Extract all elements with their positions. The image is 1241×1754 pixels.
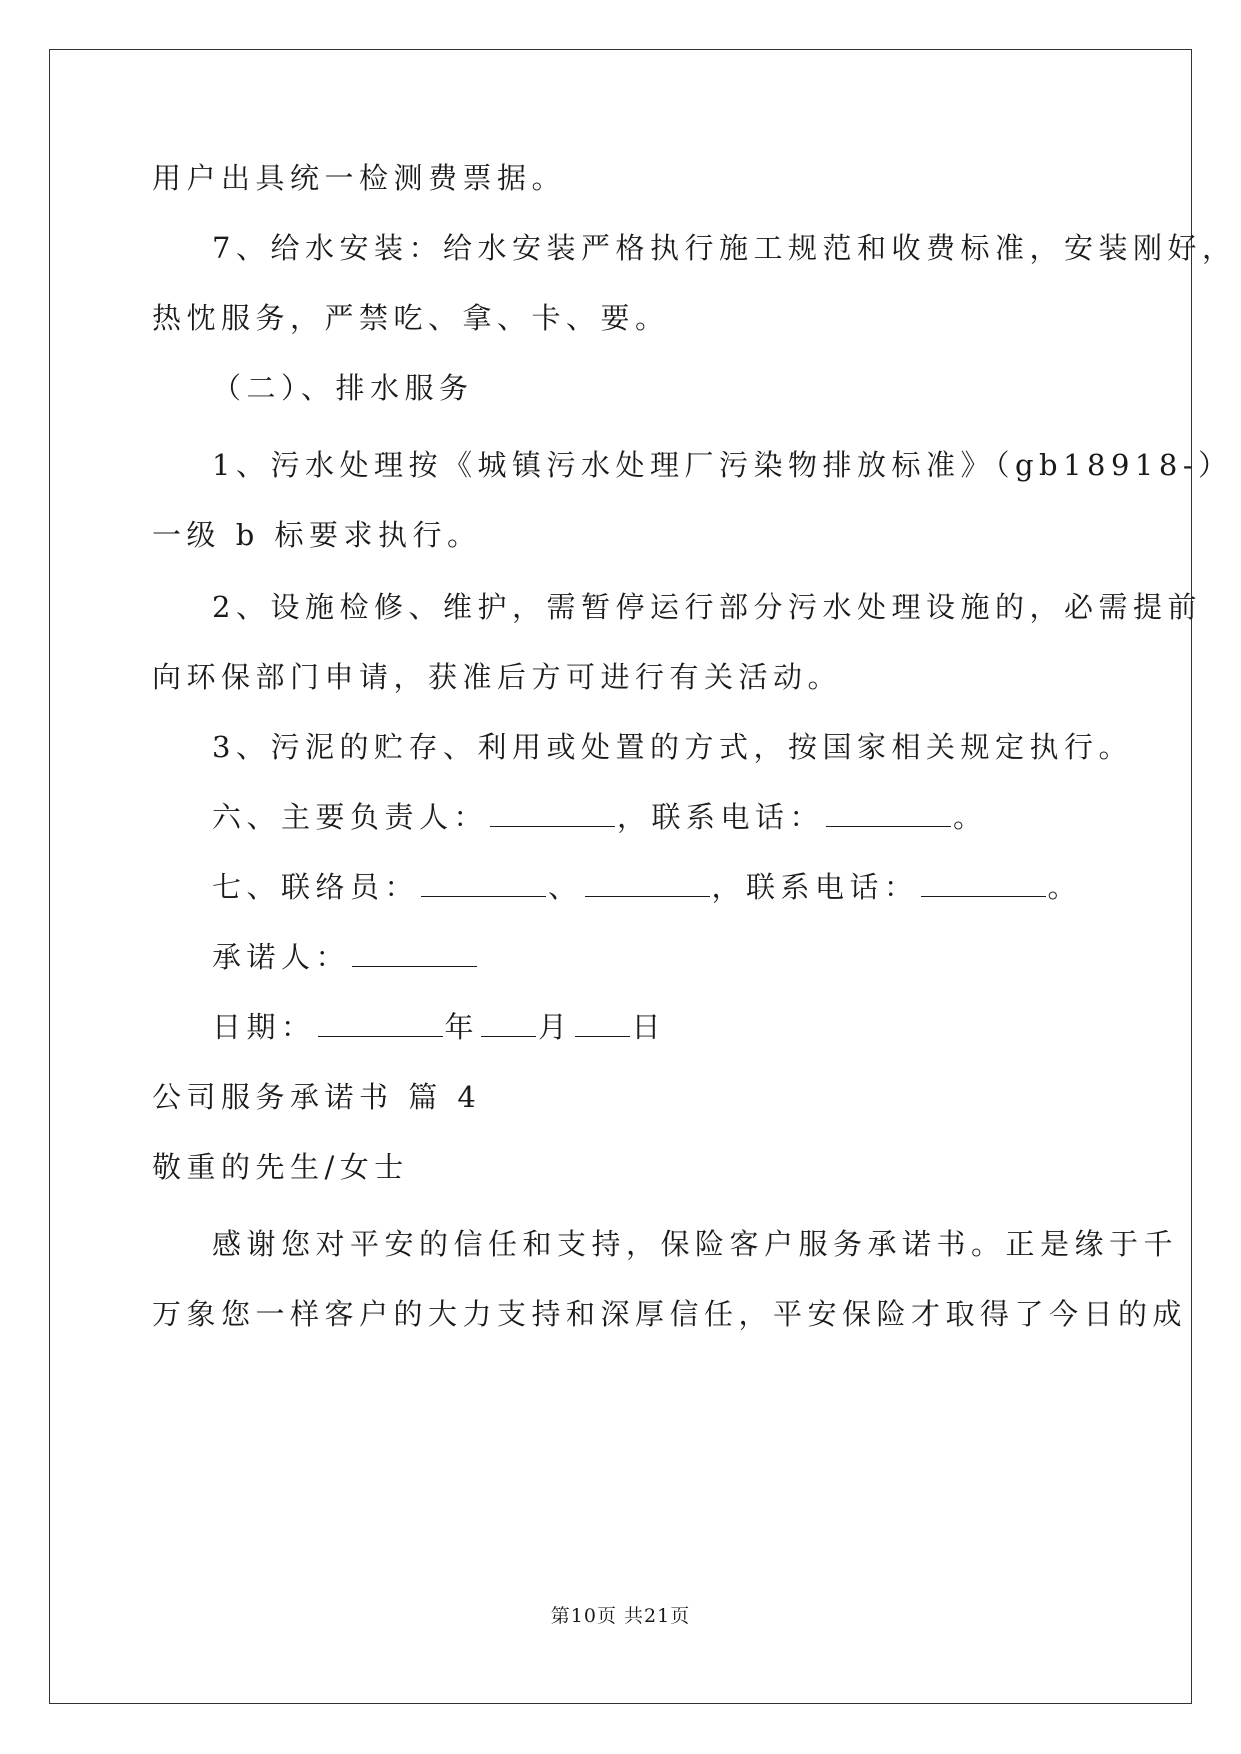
date-year-blank[interactable] <box>318 1008 443 1037</box>
paragraph-line-2: 万象您一样客户的大力支持和深厚信任，平安保险才取得了今日的成 <box>152 1297 1188 1331</box>
date-day-label: 日 <box>631 1010 667 1044</box>
liaison-phone-blank[interactable] <box>921 868 1046 897</box>
liaison-separator: 、 <box>548 870 583 904</box>
paragraph-line-1: 感谢您对平安的信任和支持，保险客户服务承诺书。正是缘于千 <box>212 1227 1179 1261</box>
section-heading: 公司服务承诺书 篇 4 <box>152 1080 482 1114</box>
principal-phone-label: ，联系电话： <box>617 800 825 834</box>
promisor-blank[interactable] <box>352 938 477 967</box>
date-month-blank[interactable] <box>481 1008 536 1037</box>
promisor-label: 承诺人： <box>212 940 351 974</box>
date-label: 日期： <box>212 1010 316 1044</box>
liaison-label: 七、联络员： <box>212 870 420 904</box>
liaison-line <box>212 867 1082 907</box>
body-line-2: 7、给水安装：给水安装严格执行施工规范和收费标准，安装刚好， <box>212 231 1237 265</box>
liaison-name-blank-2[interactable] <box>585 868 710 897</box>
liaison-end: 。 <box>1047 870 1083 904</box>
date-year-label: 年 <box>444 1010 480 1044</box>
date-line <box>212 1007 666 1047</box>
date-month-label: 月 <box>538 1010 573 1044</box>
body-line-7: 2、设施检修、维护，需暂停运行部分污水处理设施的，必需提前 <box>212 590 1202 624</box>
liaison-name-blank-1[interactable] <box>421 868 546 897</box>
body-line-5: 1、污水处理按《城镇污水处理厂污染物排放标准》（gb18918-） <box>212 448 1233 482</box>
subsection-heading-drainage: （二）、排水服务 <box>212 371 474 405</box>
promisor-line <box>212 937 479 977</box>
liaison-phone-label: ，联系电话： <box>711 870 919 904</box>
body-line-9: 3、污泥的贮存、利用或处置的方式，按国家相关规定执行。 <box>212 730 1133 764</box>
date-day-blank[interactable] <box>575 1008 630 1037</box>
salutation: 敬重的先生/女士 <box>152 1150 409 1184</box>
principal-label: 六、主要负责人： <box>212 800 489 834</box>
principal-end: 。 <box>953 800 988 834</box>
principal-phone-blank[interactable] <box>826 798 951 827</box>
body-line-8: 向环保部门申请，获准后方可进行有关活动。 <box>152 660 843 694</box>
body-line-3: 热忱服务，严禁吃、拿、卡、要。 <box>152 301 670 335</box>
principal-name-blank[interactable] <box>490 798 615 827</box>
page-number-footer: 第10页 共21页 <box>550 1605 691 1627</box>
body-line-6: 一级 b 标要求执行。 <box>152 518 482 552</box>
body-line-1: 用户出具统一检测费票据。 <box>152 161 567 195</box>
principal-line <box>212 797 988 837</box>
